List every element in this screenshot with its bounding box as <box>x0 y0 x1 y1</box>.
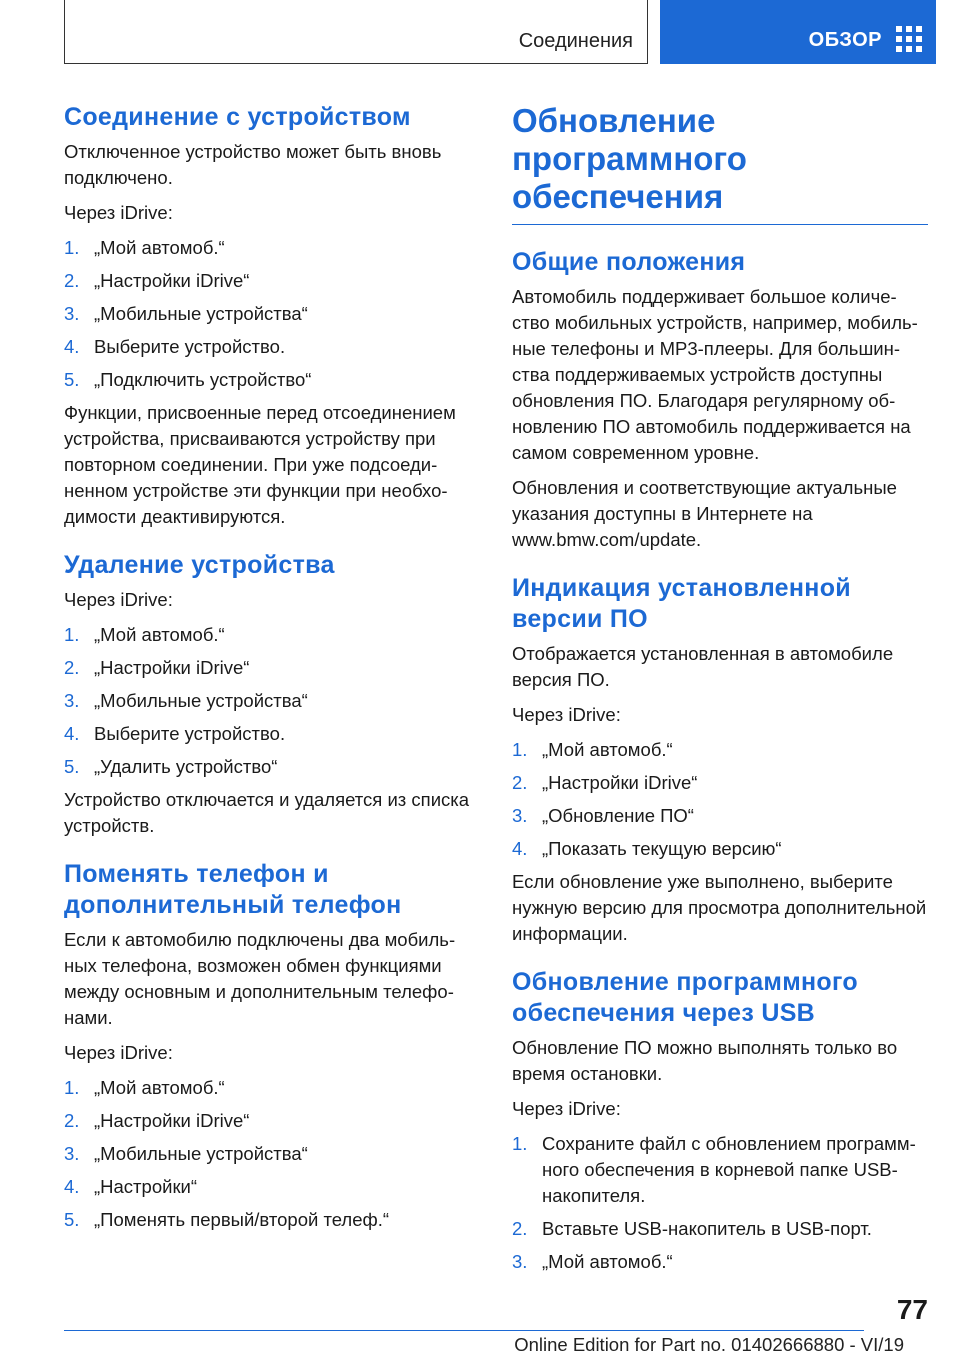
list-item: 4. „Показать текущую версию“ <box>512 838 782 859</box>
paragraph: Автомобиль поддерживает большое количество мобильных устройств, например, мобильные телефоны и MP3-плееры. Для большинства поддерживаемых устройств доступны обновления ПО. Благодаря регулярному обновлению ПО автомобиль поддерживается на самом современном уровне. <box>512 286 918 463</box>
list-item: 5. „Поменять первый/второй телеф.“ <box>64 1209 390 1230</box>
steps-list <box>512 1131 928 1275</box>
left-column <box>64 102 476 1253</box>
list-item: 5. „Подключить устройство“ <box>64 369 312 390</box>
steps-list <box>64 235 476 393</box>
steps-list <box>64 622 476 780</box>
steps-list <box>512 737 928 862</box>
overview-tab[interactable] <box>660 0 936 64</box>
via-idrive: Через iDrive: <box>64 202 173 223</box>
section-tab-label: Соединения <box>518 30 633 52</box>
list-item: 4. „Настройки“ <box>64 1176 198 1197</box>
section-title: Поменять телефон и дополнительный телефон <box>64 860 402 919</box>
section-title: Соединение с устройством <box>64 103 411 131</box>
section-title: Общие положения <box>512 248 746 276</box>
list-item: 2. „Настройки iDrive“ <box>64 657 250 678</box>
grid-icon <box>896 26 922 52</box>
list-item: 3. „Обновление ПО“ <box>512 805 694 826</box>
list-item: 4. Выберите устройство. <box>64 336 286 357</box>
via-idrive: Через iDrive: <box>64 1042 173 1063</box>
section-tab[interactable] <box>64 0 648 64</box>
paragraph: Устройство отключается и удаляется из списка устройств. <box>64 789 470 836</box>
list-item: 1. „Мой автомоб.“ <box>512 739 673 760</box>
paragraph: Если к автомобилю подключены два мобильных телефона, возможен обмен функциями между основным и дополнительным телефонами. <box>64 929 456 1028</box>
list-item: 3. „Мой автомоб.“ <box>512 1251 673 1272</box>
list-item: 5. „Удалить устройство“ <box>64 756 278 777</box>
list-item: 4. Выберите устройство. <box>64 723 286 744</box>
section-title: Индикация установленной версии ПО <box>512 574 851 633</box>
list-item: 2. „Настройки iDrive“ <box>64 270 250 291</box>
section-general <box>512 247 928 553</box>
list-item: 2. „Настройки iDrive“ <box>512 772 698 793</box>
section-usb-update <box>512 967 928 1275</box>
paragraph: Отображается установленная в автомобиле версия ПО. <box>512 643 894 690</box>
edition-footer: Online Edition for Part no. 01402666880 - VI/19 <box>514 1334 904 1355</box>
paragraph: Если обновление уже выполнено, выберите нужную версию для просмотра дополнительной информации. <box>512 871 927 944</box>
via-idrive: Через iDrive: <box>64 589 173 610</box>
chapter-title: Обновление программного обеспечения <box>512 102 928 225</box>
section-remove-device <box>64 550 476 839</box>
overview-tab-label: ОБЗОР <box>808 29 882 51</box>
right-column <box>512 102 928 1295</box>
list-item: 3. „Мобильные устройства“ <box>64 690 308 711</box>
section-title: Удаление устройства <box>64 551 335 579</box>
list-item: 1. „Мой автомоб.“ <box>64 237 225 258</box>
paragraph: Функции, присвоенные перед отсоединением устройства, присваиваются устройству при повторном соединении. При уже подсоединенном устройстве эти функции при необходимости деактивируются. <box>64 402 456 527</box>
list-item: 1. Сохраните файл с обновлением программного обеспечения в корневой папке USB-накопителя. <box>512 1133 916 1206</box>
section-swap-phone <box>64 859 476 1233</box>
steps-list <box>64 1075 476 1233</box>
paragraph: Обновления и соответствующие актуальные указания доступны в Интернете на www.bmw.com/update. <box>512 477 897 550</box>
via-idrive: Через iDrive: <box>512 1098 621 1119</box>
section-connect-device <box>64 102 476 530</box>
list-item: 1. „Мой автомоб.“ <box>64 1077 225 1098</box>
footer-divider <box>64 1330 864 1331</box>
page-number: 77 <box>896 1294 928 1325</box>
list-item: 2. „Настройки iDrive“ <box>64 1110 250 1131</box>
list-item: 3. „Мобильные устройства“ <box>64 303 308 324</box>
via-idrive: Через iDrive: <box>512 704 621 725</box>
section-installed-version <box>512 573 928 947</box>
paragraph: Отключенное устройство может быть вновь подключено. <box>64 141 442 188</box>
list-item: 2. Вставьте USB-накопитель в USB-порт. <box>512 1218 872 1239</box>
list-item: 1. „Мой автомоб.“ <box>64 624 225 645</box>
paragraph: Обновление ПО можно выполнять только во время остановки. <box>512 1037 898 1084</box>
list-item: 3. „Мобильные устройства“ <box>64 1143 308 1164</box>
section-title: Обновление программного обеспечения через USB <box>512 968 858 1027</box>
